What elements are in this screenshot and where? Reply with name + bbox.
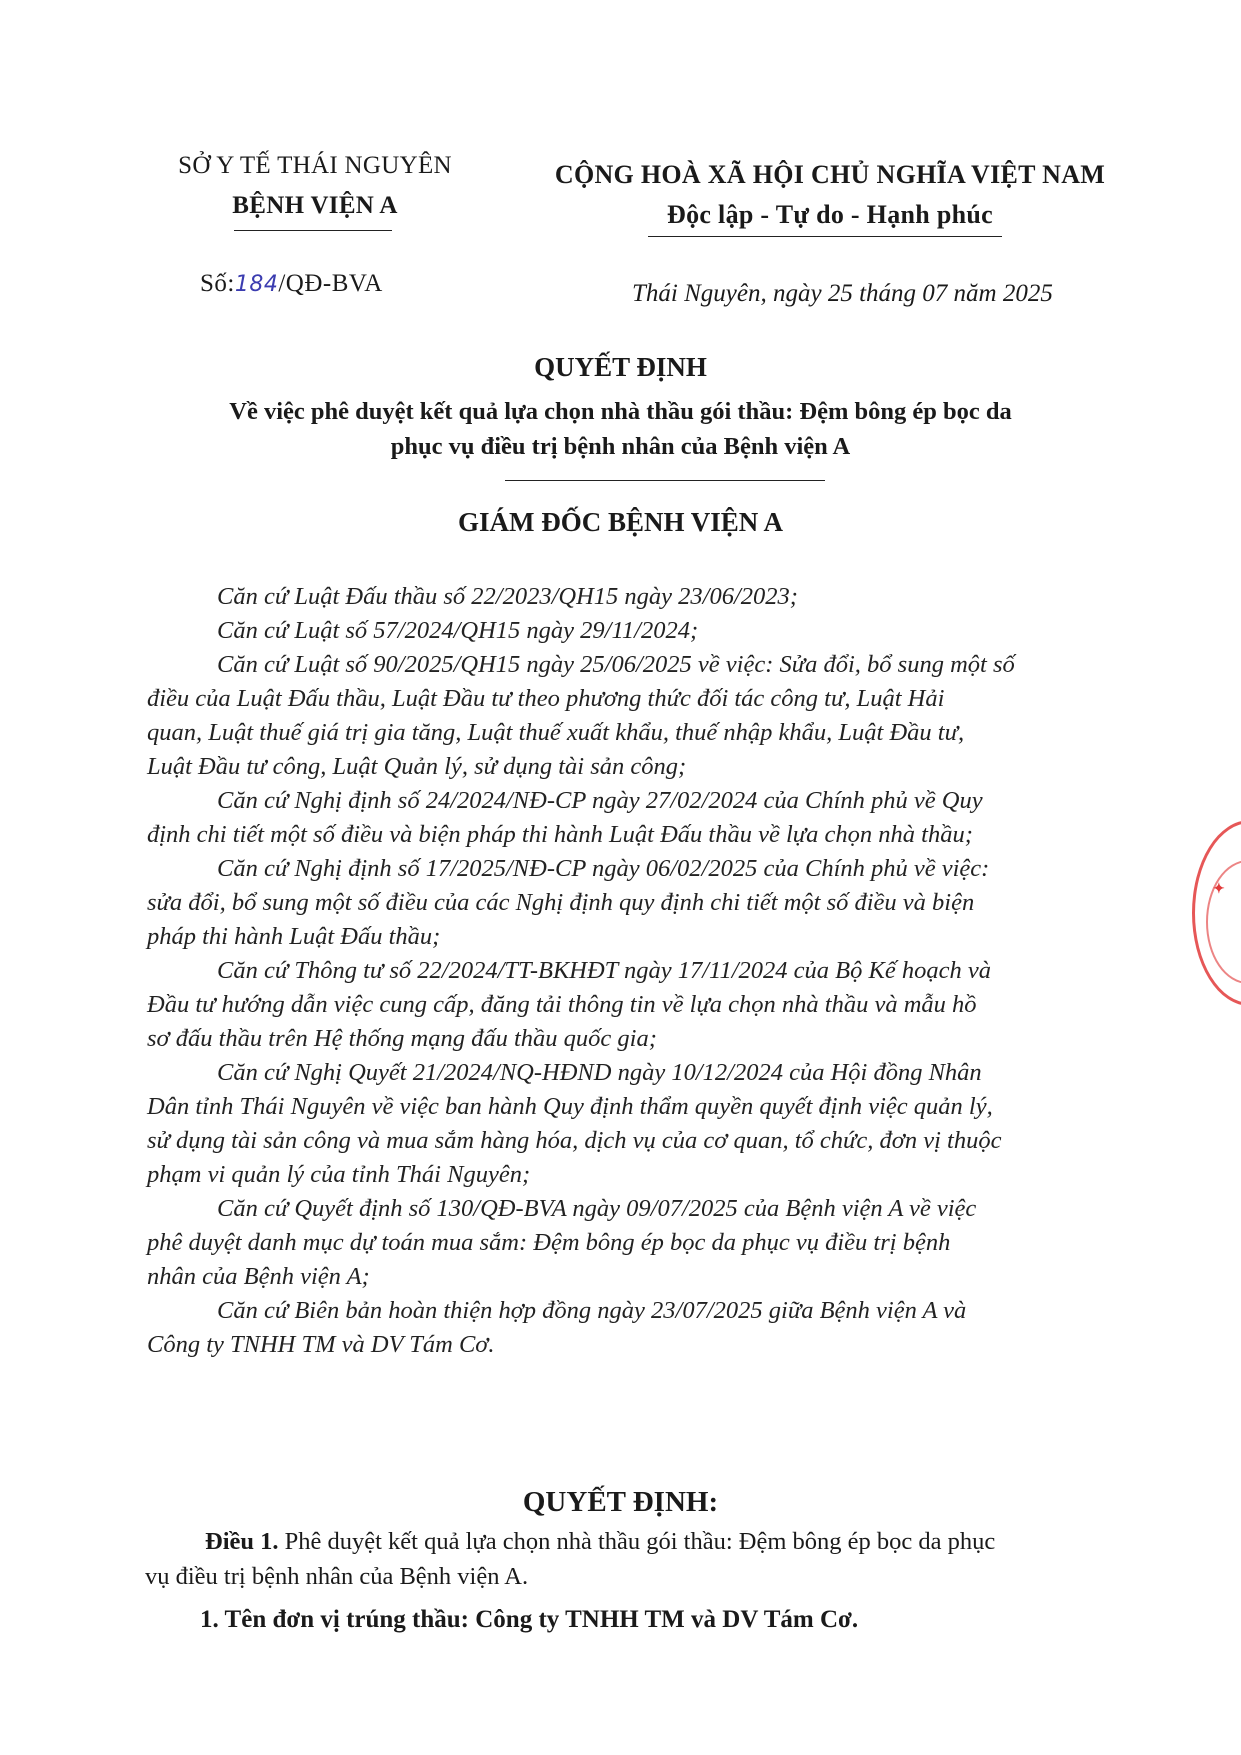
country-name: CỘNG HOÀ XÃ HỘI CHỦ NGHĨA VIỆT NAM: [554, 160, 1106, 189]
document-number: [200, 270, 383, 298]
basis-line: sửa đổi, bổ sung một số điều của các Nghị định quy định chi tiết một số điều và biện: [147, 889, 975, 916]
basis-line: phê duyệt danh mục dự toán mua sắm: Đệm bông ép bọc da phục vụ điều trị bệnh: [147, 1229, 951, 1256]
subject-line-1: Về việc phê duyệt kết quả lựa chọn nhà thầu gói thầu: Đệm bông ép bọc da: [229, 398, 1012, 425]
basis-paragraph: [147, 1056, 1097, 1192]
basis-line: Công ty TNHH TM và DV Tám Cơ.: [147, 1331, 495, 1358]
basis-line: Căn cứ Luật số 90/2025/QH15 ngày 25/06/2025 về việc: Sửa đổi, bổ sung một số: [217, 651, 1015, 678]
basis-line: Căn cứ Nghị Quyết 21/2024/NQ-HĐND ngày 10/12/2024 của Hội đồng Nhân: [217, 1059, 982, 1086]
basis-line: Căn cứ Luật Đấu thầu số 22/2023/QH15 ngày 23/06/2023;: [217, 583, 798, 610]
doc-number-suffix: /QĐ-BVA: [278, 270, 383, 297]
basis-line: Luật Đầu tư công, Luật Quản lý, sử dụng tài sản công;: [147, 753, 687, 780]
stamp-mark: ✦: [1213, 880, 1225, 896]
basis-line: sơ đấu thầu trên Hệ thống mạng đấu thầu quốc gia;: [147, 1025, 657, 1052]
agency-name: SỞ Y TẾ THÁI NGUYÊN: [178, 152, 452, 179]
basis-line: định chi tiết một số điều và biện pháp thi hành Luật Đấu thầu về lựa chọn nhà thầu;: [147, 821, 973, 848]
basis-line: Đầu tư hướng dẫn việc cung cấp, đăng tải thông tin về lựa chọn nhà thầu và mẫu hồ: [147, 991, 977, 1018]
basis-line: quan, Luật thuế giá trị gia tăng, Luật thuế xuất khẩu, thuế nhập khẩu, Luật Đầu tư,: [147, 719, 965, 746]
basis-line: điều của Luật Đấu thầu, Luật Đầu tư theo phương thức đối tác công tư, Luật Hải: [147, 685, 945, 712]
article-1-line-2: vụ điều trị bệnh nhân của Bệnh viện A.: [145, 1563, 529, 1590]
basis-paragraph: [147, 1192, 1097, 1294]
basis-line: Dân tỉnh Thái Nguyên về việc ban hành Quy định thẩm quyền quyết định việc quản lý,: [147, 1093, 993, 1120]
subject-line-2: phục vụ điều trị bệnh nhân của Bệnh viện A: [390, 433, 851, 460]
hospital-underline: [234, 230, 392, 231]
basis-line: Căn cứ Luật số 57/2024/QH15 ngày 29/11/2024;: [217, 617, 699, 644]
basis-line: phạm vi quản lý của tỉnh Thái Nguyên;: [147, 1161, 531, 1188]
basis-line: Căn cứ Nghị định số 24/2024/NĐ-CP ngày 27/02/2024 của Chính phủ về Quy: [217, 787, 983, 814]
doc-number-handwritten: 184: [234, 272, 279, 297]
doc-number-prefix: Số:: [200, 270, 235, 297]
document-title: QUYẾT ĐỊNH: [534, 352, 707, 382]
article-1-label: Điều 1.: [205, 1528, 279, 1555]
authority-heading: GIÁM ĐỐC BỆNH VIỆN A: [457, 507, 784, 537]
basis-paragraph: [147, 784, 1097, 852]
basis-paragraph: [147, 852, 1097, 954]
article-1-text: Phê duyệt kết quả lựa chọn nhà thầu gói thầu: Đệm bông ép bọc da phục: [278, 1528, 996, 1555]
basis-paragraph: [147, 580, 1097, 614]
article-1-line-1: [205, 1528, 995, 1556]
hospital-name: BỆNH VIỆN A: [232, 192, 398, 219]
basis-paragraph: [147, 954, 1097, 1056]
title-underline: [505, 480, 825, 481]
basis-line: Căn cứ Thông tư số 22/2024/TT-BKHĐT ngày 17/11/2024 của Bộ Kế hoạch và: [217, 957, 991, 984]
basis-paragraph: [147, 614, 1097, 648]
basis-paragraph: [147, 1294, 1097, 1362]
decision-heading: QUYẾT ĐỊNH:: [522, 1486, 719, 1518]
basis-line: nhân của Bệnh viện A;: [147, 1263, 370, 1290]
legal-bases: [147, 580, 1097, 1362]
winning-bidder-item: 1. Tên đơn vị trúng thầu: Công ty TNHH TM và DV Tám Cơ.: [200, 1606, 859, 1633]
place-date: Thái Nguyên, ngày 25 tháng 07 năm 2025: [632, 280, 1053, 307]
basis-line: Căn cứ Nghị định số 17/2025/NĐ-CP ngày 06/02/2025 của Chính phủ về việc:: [217, 855, 990, 882]
basis-line: pháp thi hành Luật Đấu thầu;: [147, 923, 441, 950]
motto-underline: [648, 236, 1002, 237]
basis-line: Căn cứ Quyết định số 130/QĐ-BVA ngày 09/07/2025 của Bệnh viện A về việc: [217, 1195, 977, 1222]
basis-line: sử dụng tài sản công và mua sắm hàng hóa, dịch vụ của cơ quan, tổ chức, đơn vị thuộc: [147, 1127, 1002, 1154]
basis-paragraph: [147, 648, 1097, 784]
motto: Độc lập - Tự do - Hạnh phúc: [667, 200, 993, 229]
basis-line: Căn cứ Biên bản hoàn thiện hợp đồng ngày 23/07/2025 giữa Bệnh viện A và: [217, 1297, 967, 1324]
